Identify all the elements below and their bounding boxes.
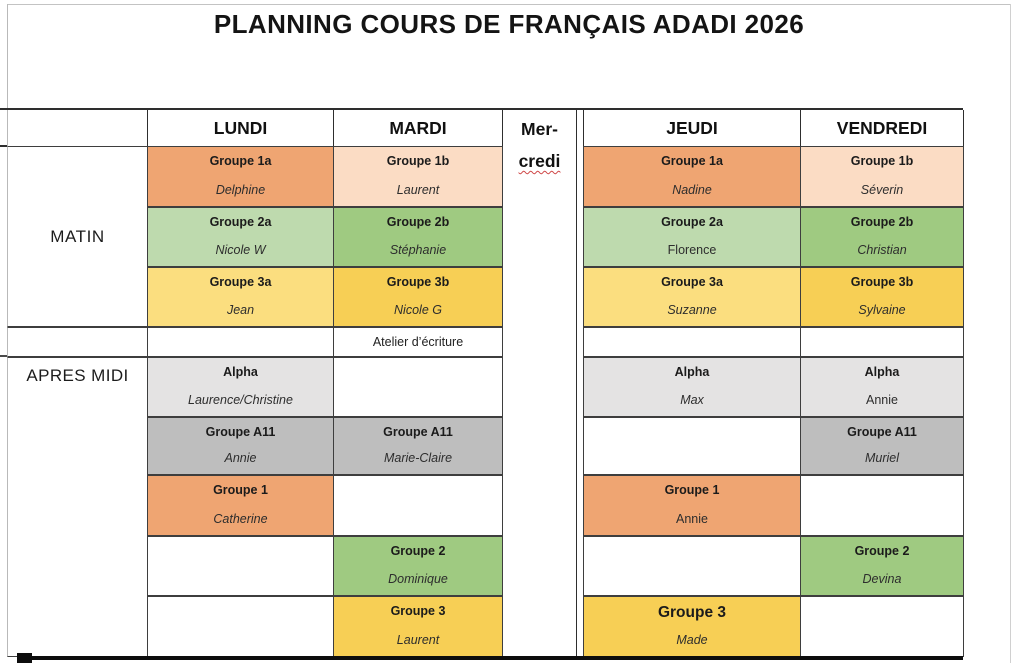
cell-vendredi-a11 — [800, 417, 964, 475]
page-border-right — [1010, 4, 1011, 663]
cell-group-label: Groupe 2b — [850, 215, 914, 229]
cell-jeudi-groupe1 — [583, 475, 801, 536]
cell-lundi-matin-1 — [147, 146, 334, 207]
cell-jeudi-matin-1 — [583, 146, 801, 207]
row-label-spacer — [7, 327, 148, 357]
cell-teacher-name: Annie — [676, 512, 708, 526]
cell-mardi-alpha — [333, 357, 503, 417]
cell-group-label: Groupe 3 — [657, 604, 727, 621]
cell-teacher-name: Made — [676, 633, 708, 647]
cell-group-label: Groupe 1b — [850, 154, 914, 168]
cell-lundi-matin-2 — [147, 207, 334, 267]
cell-teacher-name: Laurence/Christine — [188, 393, 293, 407]
cell-lundi-groupe1 — [147, 475, 334, 536]
cell-vendredi-groupe3 — [800, 596, 964, 657]
cell-teacher-name: Delphine — [215, 183, 266, 197]
wednesday-label-line2: credi — [518, 151, 561, 171]
cell-teacher-name: Laurent — [396, 183, 440, 197]
day-header-jeudi: JEUDI — [583, 110, 801, 146]
cell-teacher-name: Annie — [224, 451, 257, 465]
cell-teacher-name: Muriel — [864, 451, 900, 465]
cell-lundi-a11 — [147, 417, 334, 475]
cell-lundi-alpha — [147, 357, 334, 417]
cell-jeudi-groupe3 — [583, 596, 801, 657]
cell-vendredi-alpha — [800, 357, 964, 417]
cell-group-label: Alpha — [223, 365, 258, 379]
cell-jeudi-matin-3 — [583, 267, 801, 327]
cell-jeudi-matin-2 — [583, 207, 801, 267]
cell-mardi-a11 — [333, 417, 503, 475]
table-corner-mark — [17, 653, 32, 663]
table-bottom-border — [19, 656, 963, 660]
cell-group-label: Groupe 1 — [213, 483, 268, 497]
cell-jeudi-alpha — [583, 357, 801, 417]
cell-group-label: Groupe 3b — [386, 275, 450, 289]
corner-header-cell — [7, 110, 148, 146]
cell-lundi-atelier — [147, 327, 334, 357]
cell-mardi-matin-1 — [333, 146, 503, 207]
cell-group-label: Groupe 1 — [664, 483, 720, 497]
cell-vendredi-groupe1 — [800, 475, 964, 536]
cell-teacher-name: Marie-Claire — [383, 451, 453, 465]
wednesday-label-line1: Mer- — [521, 119, 558, 139]
cell-teacher-name: Catherine — [213, 512, 268, 526]
row-label-matin: MATIN — [7, 146, 148, 327]
cell-group-label: Groupe 1b — [386, 154, 450, 168]
cell-lundi-groupe2 — [147, 536, 334, 596]
cell-group-label: Groupe A11 — [847, 425, 917, 439]
page-title: PLANNING COURS DE FRANÇAIS ADADI 2026 — [213, 9, 805, 39]
cell-jeudi-a11 — [583, 417, 801, 475]
cell-lundi-groupe3 — [147, 596, 334, 657]
cell-teacher-name: Jean — [226, 303, 255, 317]
cell-teacher-name: Christian — [857, 243, 907, 257]
cell-group-label: Groupe 3a — [661, 275, 723, 289]
page-border-top — [7, 4, 1011, 5]
cell-group-label: Alpha — [674, 365, 710, 379]
cell-vendredi-atelier — [800, 327, 964, 357]
cell-teacher-name: Stéphanie — [389, 243, 447, 257]
cell-group-label: Groupe 3 — [390, 604, 446, 618]
cell-group-label: Groupe 3a — [209, 275, 272, 289]
row-label-apres-midi: APRES MIDI — [7, 357, 148, 657]
cell-teacher-name: Nadine — [672, 183, 712, 197]
cell-vendredi-matin-2 — [800, 207, 964, 267]
cell-group-label: Groupe 1a — [661, 154, 723, 168]
cell-teacher-name: Sylvaine — [858, 303, 906, 317]
cell-mardi-groupe1 — [333, 475, 503, 536]
cell-lundi-matin-3 — [147, 267, 334, 327]
cell-mardi-matin-2 — [333, 207, 503, 267]
cell-teacher-name: Annie — [866, 393, 898, 407]
day-header-lundi: LUNDI — [147, 110, 334, 146]
cell-group-label: Groupe 2a — [661, 215, 723, 229]
cell-vendredi-matin-3 — [800, 267, 964, 327]
cell-teacher-name: Séverin — [860, 183, 904, 197]
cell-teacher-name: Devina — [862, 572, 902, 586]
cell-teacher-name: Laurent — [396, 633, 440, 647]
cell-group-label: Groupe 2a — [209, 215, 272, 229]
cell-group-label: Alpha — [864, 365, 900, 379]
cell-mardi-groupe3 — [333, 596, 503, 657]
cell-teacher-name: Suzanne — [667, 303, 717, 317]
cell-mardi-atelier — [333, 327, 503, 357]
cell-group-label: Groupe 2 — [854, 544, 910, 558]
cell-group-label: Groupe 1a — [209, 154, 272, 168]
cell-note: Atelier d’écriture — [372, 335, 464, 349]
cell-jeudi-groupe2 — [583, 536, 801, 596]
cell-teacher-name: Nicole G — [394, 303, 442, 317]
cell-teacher-name: Max — [680, 393, 704, 407]
cell-vendredi-matin-1 — [800, 146, 964, 207]
cell-group-label: Groupe A11 — [205, 425, 276, 439]
cell-teacher-name: Florence — [667, 243, 717, 257]
cell-vendredi-groupe2 — [800, 536, 964, 596]
day-header-mardi: MARDI — [333, 110, 503, 146]
cell-mardi-groupe2 — [333, 536, 503, 596]
cell-group-label: Groupe 2 — [390, 544, 446, 558]
wednesday-column — [502, 110, 577, 657]
cell-teacher-name: Dominique — [388, 572, 448, 586]
cell-mardi-matin-3 — [333, 267, 503, 327]
cell-group-label: Groupe 3b — [850, 275, 914, 289]
cell-group-label: Groupe 2b — [386, 215, 450, 229]
cell-group-label: Groupe A11 — [383, 425, 453, 439]
cell-teacher-name: Nicole W — [215, 243, 266, 257]
day-header-vendredi: VENDREDI — [800, 110, 964, 146]
cell-jeudi-atelier — [583, 327, 801, 357]
